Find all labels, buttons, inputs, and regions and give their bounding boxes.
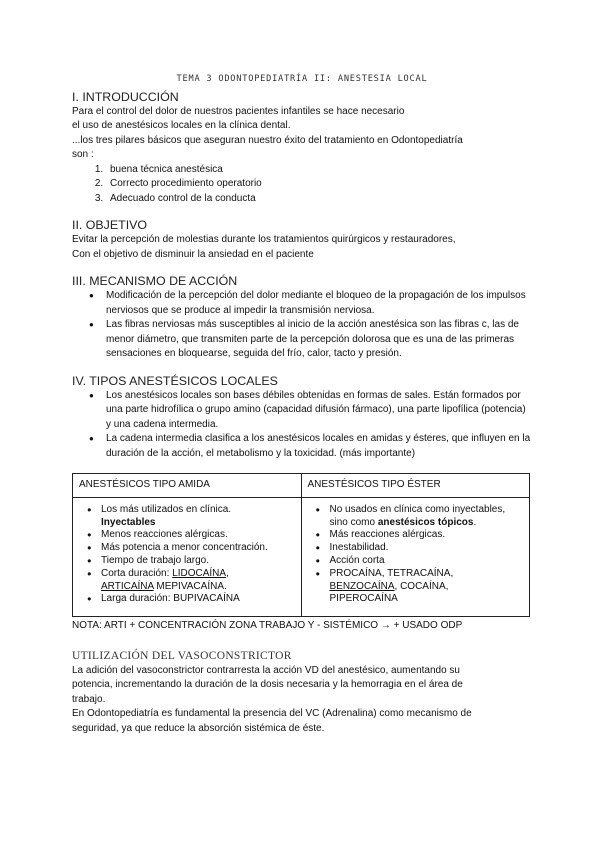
- amida-item: ● Larga duración: BUPIVACAÍNA: [101, 593, 295, 606]
- objetivo-line-2: Con el objetivo de disminuir la ansiedad en el paciente: [72, 248, 314, 260]
- table-header-amida: ANESTÉSICOS TIPO AMIDA: [73, 474, 302, 498]
- mecanismo-list: [72, 289, 532, 362]
- table-cell-amida: [73, 497, 302, 616]
- section-objetivo: [72, 217, 532, 262]
- heading-tipos: IV. TIPOS ANESTÉSICOS LOCALES: [72, 373, 278, 388]
- table-cell-ester: [301, 497, 530, 616]
- intro-line-1: Para el control del dolor de nuestros pacientes infantiles se hace necesario: [72, 105, 405, 117]
- amida-item: ● Los más utilizados en clínica. Inyectables: [101, 504, 295, 530]
- vaso-line-3: trabajo.: [72, 693, 106, 705]
- pillar-item: 3. Adecuado control de la conducta: [106, 192, 532, 207]
- pillar-item: 1. buena técnica anestésica: [106, 163, 532, 178]
- document-page: [72, 72, 532, 736]
- vaso-line-4: En Odontopediatría es fundamental la presencia del VC (Adrenalina) como mecanismo de: [72, 708, 472, 720]
- section-vasoconstrictor: [72, 648, 532, 737]
- tipos-list: [72, 389, 532, 462]
- heading-mecanismo: III. MECANISMO DE ACCIÓN: [72, 274, 238, 288]
- tipos-bullet: ● Los anestésicos locales son bases débiles obtenidas en formas de sales. Están formados por una parte hidrofílica o grupo amino (capacidad difusión fármaco), una parte lipofílica (potencia) y una cadena intermedia.: [106, 389, 532, 433]
- tipos-bullet: ● La cadena intermedia clasifica a los anestésicos locales en amidas y ésteres, que influyen en la duración de la acción, el metabolismo y la toxicidad. (más importante): [106, 432, 532, 461]
- ester-item: ● No usados en clínica como inyectables, sino como anestésicos tópicos.: [330, 504, 524, 530]
- mecanismo-bullet: ● Modificación de la percepción del dolor mediante el bloqueo de la propagación de los impulsos nerviosos que se produce al impedir la transmisión nerviosa.: [106, 289, 532, 318]
- amida-item: ● Tiempo de trabajo largo.: [101, 555, 295, 568]
- anestesicos-table: [72, 473, 530, 617]
- table-header-ester: ANESTÉSICOS TIPO ÉSTER: [301, 474, 530, 498]
- intro-line-4: son :: [72, 149, 94, 160]
- section-mecanismo: [72, 273, 532, 362]
- ester-item: ● Más reacciones alérgicas.: [330, 529, 524, 542]
- ester-item: ● Acción corta: [330, 555, 524, 568]
- section-introduccion: [72, 89, 532, 207]
- amida-item: ● Menos reacciones alérgicas.: [101, 529, 295, 542]
- amida-item: ● Corta duración: LIDOCAÍNA, ARTICAÍNA MEPIVACAÍNA.: [101, 568, 295, 594]
- document-title: TEMA 3 ODONTOPEDIATRÍA II: ANESTESIA LOCAL: [176, 74, 428, 84]
- heading-objetivo: II. OBJETIVO: [72, 218, 148, 232]
- mecanismo-bullet: ● Las fibras nerviosas más susceptibles al inicio de la acción anestésica son las fibras c, las de menor diámetro, que transmiten parte de la percepción dolorosa que es una de las primeras sensaciones en bloquearse, seguida del frío, calor, tacto y presión.: [106, 318, 532, 362]
- ester-list: [308, 504, 524, 606]
- heading-vasoconstrictor: UTILIZACIÓN DEL VASOCONSTRICTOR: [72, 649, 292, 662]
- ester-item: ● PROCAÍNA, TETRACAÍNA, BENZOCAÍNA, COCAÍNA, PIPEROCAÍNA: [330, 568, 524, 606]
- amida-item: ● Más potencia a menor concentración.: [101, 542, 295, 555]
- vaso-line-2: potencia, incrementando la duración de la dosis necesaria y la hemorragia en el área de: [72, 679, 463, 691]
- ester-item: ● Inestabilidad.: [330, 542, 524, 555]
- vaso-line-1: La adición del vasoconstrictor contrarresta la acción VD del anestésico, aumentando su: [72, 664, 460, 676]
- intro-line-3: ...los tres pilares básicos que aseguran nuestro éxito del tratamiento en Odontopediatría: [72, 134, 463, 146]
- section-tipos: [72, 373, 532, 462]
- vaso-line-5: seguridad, ya que reduce la absorción sistémica de éste.: [72, 722, 325, 734]
- pillars-list: [72, 163, 532, 207]
- pillar-item: 2. Correcto procedimiento operatorio: [106, 177, 532, 192]
- table-note: NOTA: ARTI + CONCENTRACIÓN ZONA TRABAJO Y - SISTÉMICO → + USADO ODP: [72, 620, 463, 632]
- amida-list: [79, 504, 295, 606]
- intro-line-2: el uso de anestésicos locales en la clínica dental.: [72, 120, 291, 131]
- heading-introduccion: I. INTRODUCCIÓN: [72, 89, 179, 104]
- objetivo-line-1: Evitar la percepción de molestias durante los tratamientos quirúrgicos y restauradores,: [72, 234, 456, 245]
